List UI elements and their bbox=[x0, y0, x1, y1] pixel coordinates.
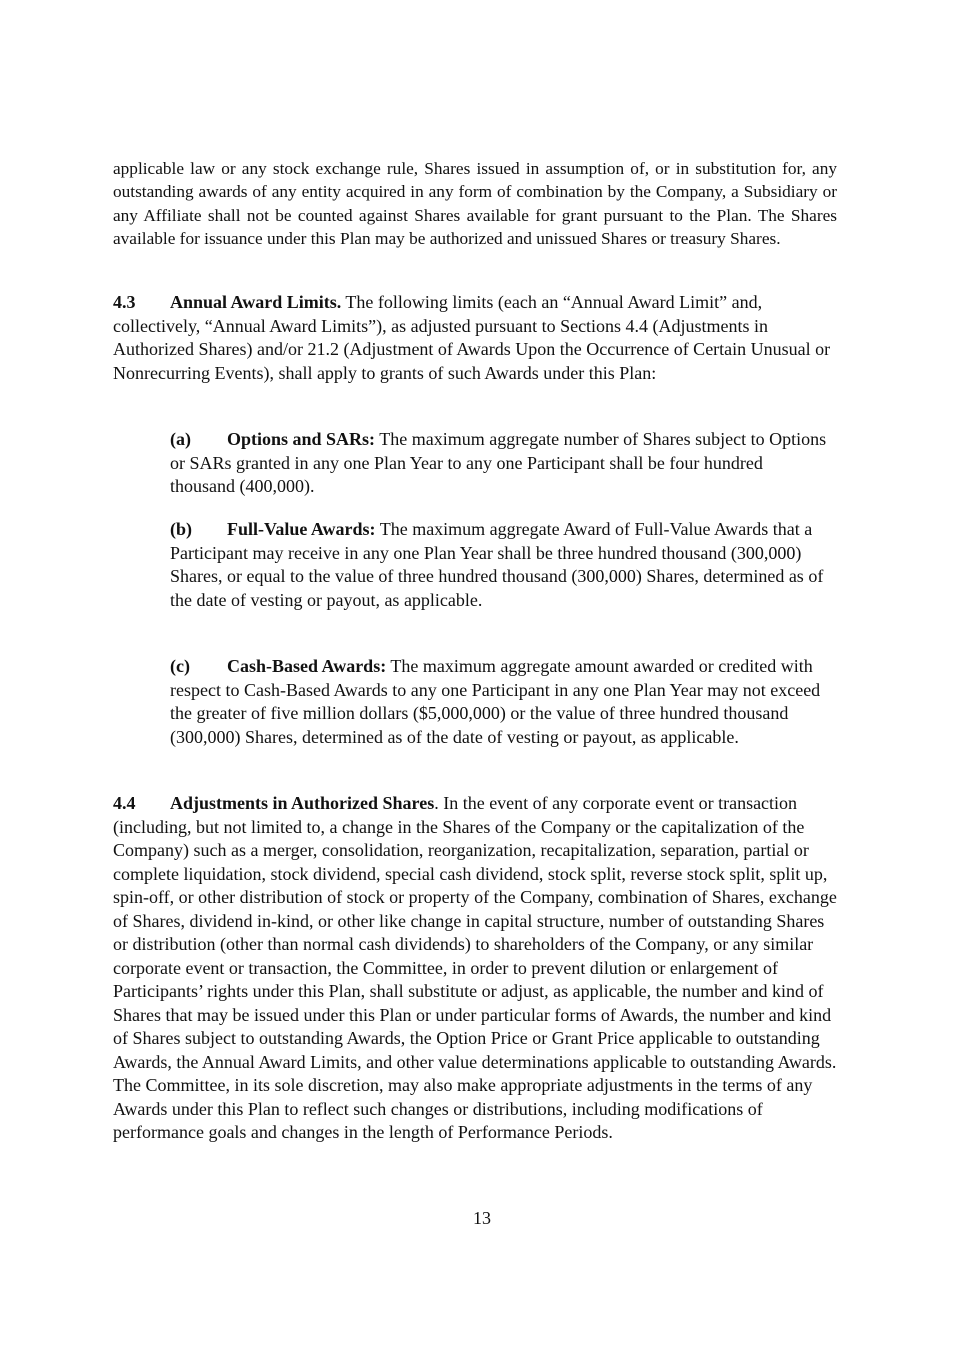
item-text: The maximum aggregate amount awarded or credited with respect to Cash-Based Awards to any one Participant in any one Plan Year may not exceed the greater of five million dollars ($5,000,000) or the value of three hundred thousand (300,000) Shares, determined as of the date of vesting or payout, as applicable. bbox=[170, 656, 821, 747]
item-title: Options and SARs: bbox=[227, 429, 376, 449]
section-text: The following limits (each an “Annual Award Limit” and, collectively, “Annual Award Limits”), as adjusted pursuant to Sections 4.4 (Adjustments in Authorized Shares) and/or 21.2 (Adjustment of Awards Upon the Occurrence of Certain Unusual or Nonrecurring Events), shall apply to grants of such Awards under this Plan: bbox=[113, 292, 831, 383]
section-title: Adjustments in Authorized Shares bbox=[170, 793, 435, 813]
section-4-4 bbox=[113, 792, 837, 1145]
section-4-3 bbox=[113, 291, 837, 385]
section-number: 4.3 bbox=[113, 292, 136, 312]
item-c bbox=[170, 655, 830, 749]
section-text: . In the event of any corporate event or transaction (including, but not limited to, a change in the Shares of the Company or the capitalization of the Company) such as a merger, consolidation, reorganization, recapitalization, separation, partial or complete liquidation, stock dividend, special cash dividend, stock split, reverse stock split, split up, spin-off, or other distribution of stock or property of the Company, combination of Shares, exchange of Shares, dividend in-kind, or other like change in capital structure, number of outstanding Shares or distribution (other than normal cash dividends) to shareholders of the Company, or any similar corporate event or transaction, the Committee, in order to prevent dilution or enlargement of Participants’ rights under this Plan, shall substitute or adjust, as applicable, the number and kind of Shares that may be issued under this Plan or under particular forms of Awards, the number and kind of Shares subject to outstanding Awards, the Option Price or Grant Price applicable to outstanding Awards, the Annual Award Limits, and other value determinations applicable to outstanding Awards. The Committee, in its sole discretion, may also make appropriate adjustments in the terms of any Awards under this Plan to reflect such changes or distributions, including modifications of performance goals and changes in the length of Performance Periods. bbox=[113, 793, 837, 1142]
intro-paragraph: applicable law or any stock exchange rule, Shares issued in assumption of, or in substitution for, any outstanding awards of any entity acquired in any form of combination by the Company, a Subsidiary or any Affiliate shall not be counted against Shares available for grant pursuant to the Plan. The Shares available for issuance under this Plan may be authorized and unissued Shares or treasury Shares. bbox=[113, 159, 837, 248]
item-text: The maximum aggregate number of Shares subject to Options or SARs granted in any one Plan Year to any one Participant shall be four hundred thousand (400,000). bbox=[170, 429, 827, 496]
item-title: Full-Value Awards: bbox=[227, 519, 376, 539]
item-b bbox=[170, 518, 830, 612]
item-label: (c) bbox=[170, 656, 190, 676]
item-label: (b) bbox=[170, 519, 192, 539]
section-title: Annual Award Limits. bbox=[170, 292, 342, 312]
section-number: 4.4 bbox=[113, 793, 136, 813]
item-text: The maximum aggregate Award of Full-Value Awards that a Participant may receive in any one Plan Year shall be three hundred thousand (300,000) Shares, or equal to the value of three hundred thousand (300,000) Shares, determined as of the date of vesting or payout, as applicable. bbox=[170, 519, 824, 610]
page-number: 13 bbox=[473, 1208, 491, 1228]
item-a bbox=[170, 428, 830, 499]
item-title: Cash-Based Awards: bbox=[227, 656, 387, 676]
item-label: (a) bbox=[170, 429, 191, 449]
